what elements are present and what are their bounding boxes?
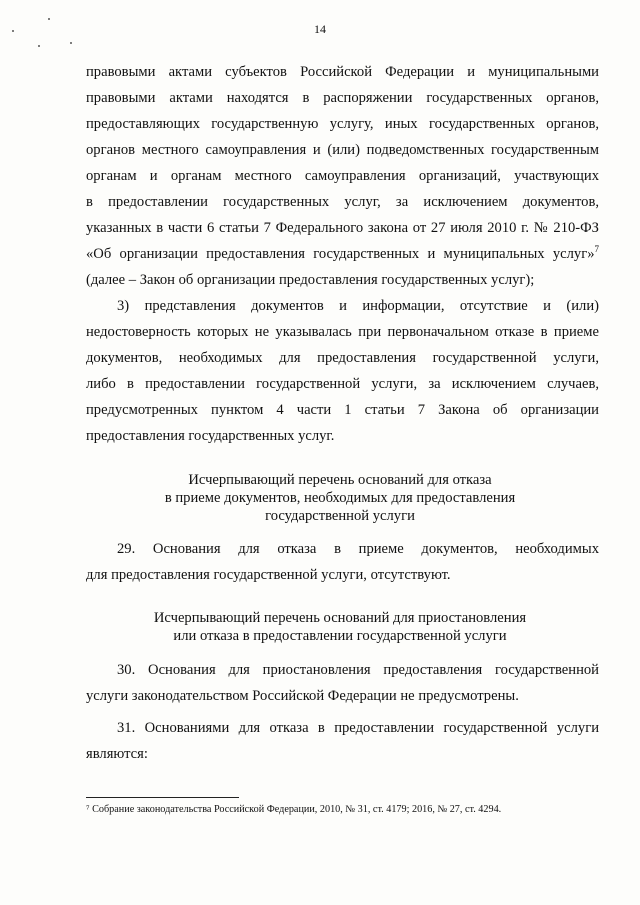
heading-line: Исчерпывающий перечень оснований для приостановления	[153, 610, 527, 626]
heading-line: Исчерпывающий перечень оснований для отказа	[188, 472, 492, 488]
paragraph-first-line: 31. Основаниями для отказа в предоставлении государственной услуги	[117, 720, 599, 736]
footnote-divider	[86, 797, 239, 798]
heading-line: государственной услуги	[265, 508, 415, 524]
text-line: предоставляющих государственную услугу, иных государственных органов,	[86, 116, 599, 132]
scan-artifact	[70, 42, 72, 44]
footnote-reference[interactable]: 7	[594, 244, 599, 255]
text-line: органов местного самоуправления и (или) подведомственных государственным	[86, 142, 599, 158]
text-line	[86, 244, 599, 264]
paragraph-first-line: 29. Основания для отказа в приеме документов, необходимых	[117, 541, 599, 557]
text-line: указанных в части 6 статьи 7 Федерального закона от 27 июля 2010 г. № 210-ФЗ	[86, 220, 599, 236]
page-number: 14	[314, 22, 326, 36]
text-line: правовыми актами находятся в распоряжении государственных органов,	[86, 90, 599, 106]
scan-artifact	[38, 45, 40, 47]
scan-artifact	[48, 18, 50, 20]
text-line: предусмотренных пунктом 4 части 1 статьи 7 Закона об организации	[86, 402, 599, 418]
text-line: в предоставлении государственных услуг, за исключением документов,	[86, 194, 599, 210]
text-line: либо в предоставлении государственной услуги, за исключением случаев,	[86, 376, 599, 392]
text-line: документов, необходимых для предоставления государственной услуги,	[86, 350, 599, 366]
text-line: являются:	[86, 746, 148, 762]
paragraph-first-line: 30. Основания для приостановления предоставления государственной	[117, 662, 599, 678]
text-line: предоставления государственных услуг.	[86, 428, 335, 444]
text-line: для предоставления государственной услуги, отсутствуют.	[86, 567, 451, 583]
text-line: правовыми актами субъектов Российской Федерации и муниципальными	[86, 64, 599, 80]
line-text: «Об организации предоставления государственных и муниципальных услуг»	[86, 246, 595, 262]
heading-line: в приеме документов, необходимых для предоставления	[164, 490, 516, 506]
text-line: услуги законодательством Российской Федерации не предусмотрены.	[86, 688, 519, 704]
heading-line: или отказа в предоставлении государственной услуги	[173, 628, 507, 644]
paragraph-first-line: 3) представления документов и информации, отсутствие и (или)	[117, 298, 599, 314]
text-line: (далее – Закон об организации предоставления государственных услуг);	[86, 272, 535, 288]
text-line: недостоверность которых не указывалась при первоначальном отказе в приеме	[86, 324, 599, 340]
footnote: ⁷ Собрание законодательства Российской Федерации, 2010, № 31, ст. 4179; 2016, № 27, ст. 4294.	[86, 804, 502, 815]
text-line: органам и органам местного самоуправления организаций, участвующих	[86, 168, 599, 184]
